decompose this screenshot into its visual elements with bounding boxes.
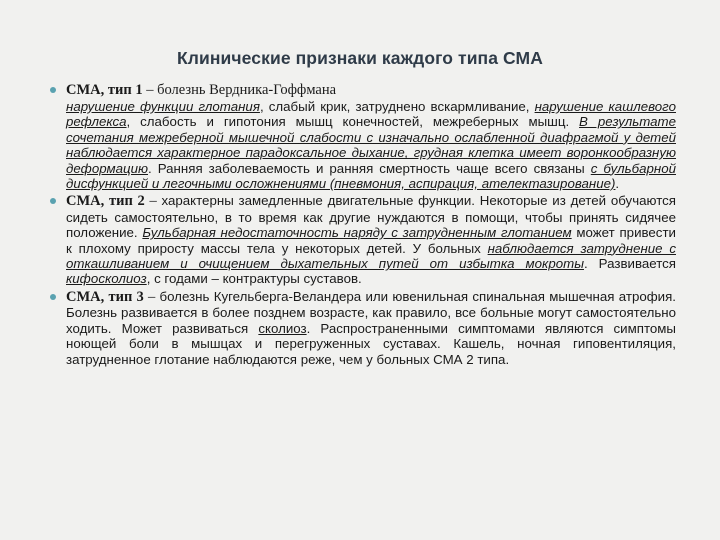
emphasis-text: Бульбарная недостаточность наряду с затрудненным глотанием xyxy=(142,225,572,241)
emphasis-text: сколиоз xyxy=(258,320,307,336)
item-description xyxy=(66,99,676,191)
plain-text: . Развивается xyxy=(583,256,676,272)
emphasis-text: с бульбарной дисфункцией и легочными осложнениями (пневмония, аспирация, ателектазирование) xyxy=(66,160,676,192)
emphasis-text: кифосколиоз xyxy=(66,271,147,287)
list-item-sma-type-3 xyxy=(48,289,676,367)
plain-text: характерны замедленные двигательные функции. Некоторые из детей обучаются сидеть самостоятельно, в то время как другие нуждаются в помощи, чтобы принять сидячее положение. xyxy=(66,193,676,241)
item-heading-rest: – xyxy=(144,193,162,210)
plain-text: может привести к плохому приросту массы тела у некоторых детей. У больных xyxy=(66,225,676,256)
plain-text: . xyxy=(615,176,620,192)
bullet-icon xyxy=(50,198,56,204)
list-item-sma-type-1 xyxy=(48,82,676,191)
plain-text: болезнь Кугельберга-Веландера или ювенильная спинальная мышечная атрофия. Болезнь развивается в более позднем возрасте, как правило, все больные могут самостоятельно ходить. Может развиваться xyxy=(66,288,676,336)
list-item-sma-type-2 xyxy=(48,193,676,286)
emphasis-text: наблюдается затруднение с откашливанием и очищением дыхательных путей от избытка мокроты xyxy=(66,240,676,272)
item-heading-type: СМА, тип 2 xyxy=(66,193,145,210)
plain-text: , с годами – контрактуры суставов. xyxy=(146,271,362,287)
item-heading-type: СМА, тип 3 xyxy=(66,288,144,305)
item-description xyxy=(66,193,676,286)
plain-text: , слабый крик, затруднено вскармливание, xyxy=(259,99,535,114)
plain-text: , слабость и гипотония мышц конечностей, межреберных мышц. xyxy=(126,114,580,130)
item-heading-rest: – xyxy=(143,288,160,305)
emphasis-text: В результате сочетания межреберной мышечной слабости с изначально ослабленной диафрагмой у детей наблюдается характерное парадоксальное дыхание, грудная клетка имеет воронкообразную деформацию xyxy=(66,114,676,176)
emphasis-text: нарушение функции глотания xyxy=(66,99,260,114)
bullet-icon xyxy=(50,87,56,93)
plain-text: . Ранняя заболеваемость и ранняя смертность чаще всего связаны xyxy=(148,160,591,176)
slide-body xyxy=(48,82,676,369)
slide-title: Клинические признаки каждого типа СМА xyxy=(177,48,543,68)
item-heading-rest: – болезнь Вердника-Гоффмана xyxy=(142,82,337,98)
emphasis-text: нарушение кашлевого рефлекса xyxy=(66,99,676,130)
plain-text: . Распространенными симптомами являются симптомы ноющей боли в мышцах и перегруженных суставах. Кашель, ночная гиповентиляция, затрудненное глотание наблюдаются реже, чем у больных СМА 2 типа. xyxy=(66,320,676,367)
bullet-icon xyxy=(50,294,56,300)
item-heading-type: СМА, тип 1 xyxy=(66,82,143,98)
item-heading xyxy=(66,82,676,99)
item-description xyxy=(66,289,676,367)
